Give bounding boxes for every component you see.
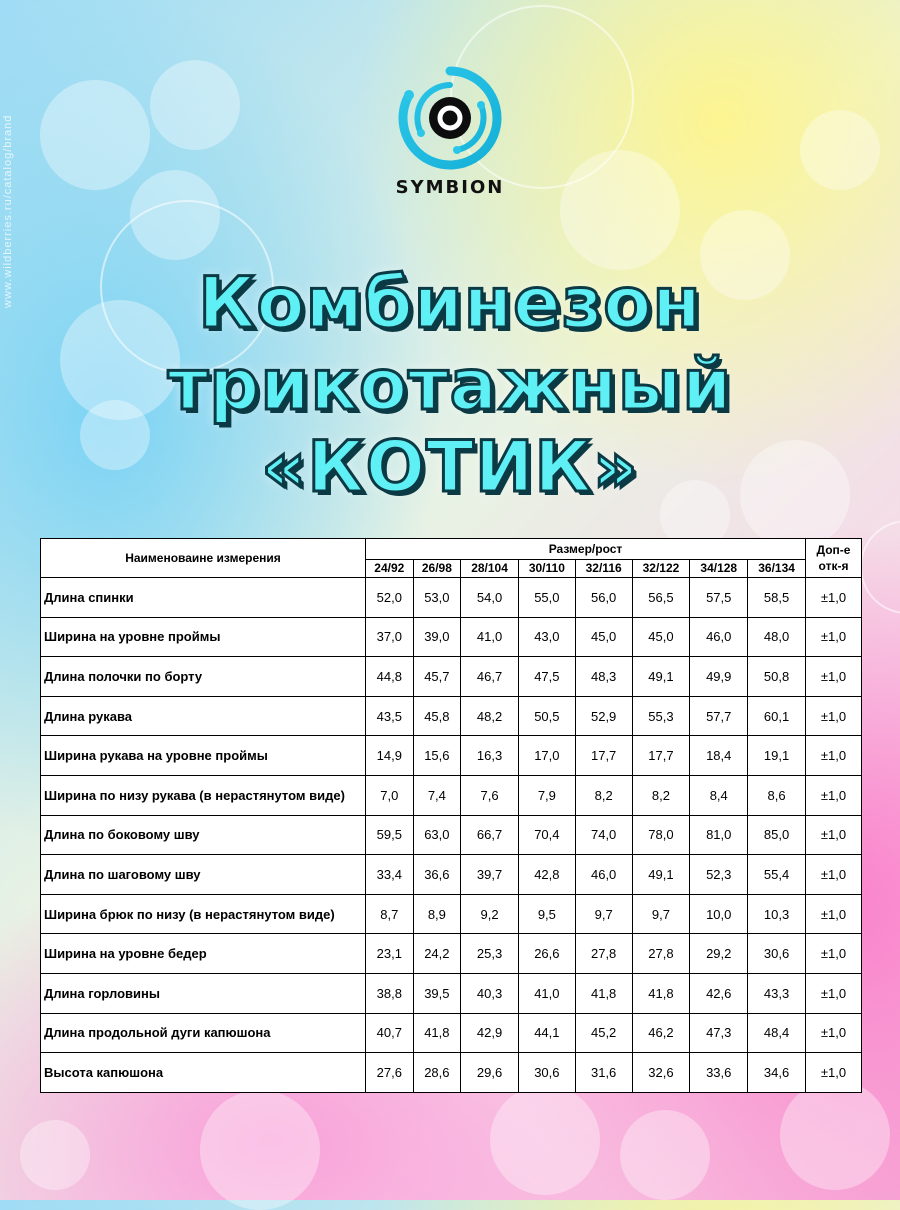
measurement-value: 47,3: [690, 1013, 748, 1053]
background-bubble: [150, 60, 240, 150]
measurement-value: 45,7: [413, 657, 461, 697]
measurement-value: 85,0: [748, 815, 806, 855]
measurement-value: 52,3: [690, 855, 748, 895]
measurement-name: Длина горловины: [41, 973, 366, 1013]
measurement-value: 30,6: [748, 934, 806, 974]
measurement-value: 16,3: [461, 736, 519, 776]
measurement-value: 46,2: [632, 1013, 690, 1053]
measurement-value: 48,4: [748, 1013, 806, 1053]
table-body: [41, 578, 862, 1093]
measurement-value: 7,9: [518, 775, 575, 815]
measurement-value: 23,1: [366, 934, 414, 974]
tolerance-value: ±1,0: [806, 696, 862, 736]
measurement-value: 41,0: [518, 973, 575, 1013]
measurement-value: 45,0: [632, 617, 690, 657]
measurement-value: 17,7: [632, 736, 690, 776]
measurement-value: 36,6: [413, 855, 461, 895]
measurement-value: 48,2: [461, 696, 519, 736]
measurement-name: Ширина на уровне проймы: [41, 617, 366, 657]
measurement-value: 8,4: [690, 775, 748, 815]
measurement-name: Высота капюшона: [41, 1053, 366, 1093]
measurement-value: 27,6: [366, 1053, 414, 1093]
measurement-value: 32,6: [632, 1053, 690, 1093]
measurement-value: 26,6: [518, 934, 575, 974]
measurement-value: 39,5: [413, 973, 461, 1013]
size-header-cell: 32/122: [632, 559, 690, 577]
measurement-value: 50,8: [748, 657, 806, 697]
measurement-value: 29,6: [461, 1053, 519, 1093]
table-row: [41, 736, 862, 776]
measurement-value: 60,1: [748, 696, 806, 736]
measurement-value: 39,7: [461, 855, 519, 895]
watermark-text: www.wildberries.ru/catalog/brand: [2, 114, 14, 308]
title-line-1: Комбинезон: [198, 262, 702, 344]
size-header-cell: 32/116: [575, 559, 632, 577]
measurement-value: 45,8: [413, 696, 461, 736]
measurement-value: 57,7: [690, 696, 748, 736]
measurement-value: 57,5: [690, 578, 748, 618]
measurement-value: 44,1: [518, 1013, 575, 1053]
brand-name: SYMBION: [395, 177, 505, 198]
table-row: [41, 657, 862, 697]
table-row: [41, 855, 862, 895]
measurement-value: 28,6: [413, 1053, 461, 1093]
table-row: [41, 815, 862, 855]
background-bubble: [200, 1090, 320, 1210]
measurement-value: 52,9: [575, 696, 632, 736]
measurement-value: 8,2: [575, 775, 632, 815]
measurement-value: 33,6: [690, 1053, 748, 1093]
tolerance-value: ±1,0: [806, 775, 862, 815]
measurement-name: Ширина на уровне бедер: [41, 934, 366, 974]
measurement-value: 46,0: [690, 617, 748, 657]
measurement-value: 39,0: [413, 617, 461, 657]
tolerance-value: ±1,0: [806, 736, 862, 776]
measurement-value: 49,9: [690, 657, 748, 697]
background-bubble: [20, 1120, 90, 1190]
page-title: [0, 262, 900, 508]
measurement-value: 9,5: [518, 894, 575, 934]
measurement-value: 41,8: [575, 973, 632, 1013]
table-row: [41, 696, 862, 736]
tolerance-header: Доп-е отк-я: [806, 539, 862, 578]
size-header-cell: 26/98: [413, 559, 461, 577]
measurement-value: 27,8: [575, 934, 632, 974]
measurement-value: 50,5: [518, 696, 575, 736]
measurement-value: 56,0: [575, 578, 632, 618]
background-bubble: [780, 1080, 890, 1190]
table-row: [41, 1053, 862, 1093]
measurement-value: 54,0: [461, 578, 519, 618]
measurement-name: Ширина рукава на уровне проймы: [41, 736, 366, 776]
table-row: [41, 617, 862, 657]
table-row: [41, 1013, 862, 1053]
measurement-value: 48,0: [748, 617, 806, 657]
tolerance-value: ±1,0: [806, 855, 862, 895]
tolerance-value: ±1,0: [806, 815, 862, 855]
measurement-value: 10,3: [748, 894, 806, 934]
measurement-value: 81,0: [690, 815, 748, 855]
table-row: [41, 934, 862, 974]
measurement-value: 41,0: [461, 617, 519, 657]
tolerance-value: ±1,0: [806, 973, 862, 1013]
measurement-name-header: Наименоваине измерения: [41, 539, 366, 578]
measurement-value: 7,0: [366, 775, 414, 815]
measurement-value: 70,4: [518, 815, 575, 855]
measurement-value: 7,6: [461, 775, 519, 815]
title-line-3: «КОТИК»: [261, 426, 639, 508]
background-bubble: [620, 1110, 710, 1200]
background-bubble: [800, 110, 880, 190]
brand-logo-icon: [397, 65, 503, 171]
measurement-value: 25,3: [461, 934, 519, 974]
measurement-value: 42,8: [518, 855, 575, 895]
size-group-header: Размер/рост: [366, 539, 806, 560]
measurement-value: 10,0: [690, 894, 748, 934]
background-ring: [860, 520, 900, 614]
size-table: [40, 538, 862, 1093]
measurement-value: 45,2: [575, 1013, 632, 1053]
measurement-value: 27,8: [632, 934, 690, 974]
measurement-value: 48,3: [575, 657, 632, 697]
measurement-value: 18,4: [690, 736, 748, 776]
measurement-value: 37,0: [366, 617, 414, 657]
tolerance-value: ±1,0: [806, 617, 862, 657]
background-bubble: [40, 80, 150, 190]
measurement-value: 74,0: [575, 815, 632, 855]
tolerance-value: ±1,0: [806, 1013, 862, 1053]
measurement-value: 46,7: [461, 657, 519, 697]
measurement-value: 19,1: [748, 736, 806, 776]
table-row: [41, 578, 862, 618]
measurement-value: 78,0: [632, 815, 690, 855]
size-header-cell: 30/110: [518, 559, 575, 577]
measurement-value: 30,6: [518, 1053, 575, 1093]
measurement-value: 63,0: [413, 815, 461, 855]
size-header-cell: 34/128: [690, 559, 748, 577]
measurement-value: 7,4: [413, 775, 461, 815]
measurement-value: 43,3: [748, 973, 806, 1013]
measurement-value: 49,1: [632, 855, 690, 895]
measurement-value: 9,7: [575, 894, 632, 934]
tolerance-value: ±1,0: [806, 934, 862, 974]
measurement-value: 8,9: [413, 894, 461, 934]
measurement-value: 44,8: [366, 657, 414, 697]
measurement-value: 43,5: [366, 696, 414, 736]
tolerance-value: ±1,0: [806, 1053, 862, 1093]
size-header-cell: 36/134: [748, 559, 806, 577]
measurement-value: 47,5: [518, 657, 575, 697]
measurement-value: 8,7: [366, 894, 414, 934]
measurement-value: 55,3: [632, 696, 690, 736]
measurement-value: 15,6: [413, 736, 461, 776]
tolerance-value: ±1,0: [806, 657, 862, 697]
tolerance-value: ±1,0: [806, 578, 862, 618]
measurement-value: 41,8: [632, 973, 690, 1013]
measurement-name: Ширина по низу рукава (в нерастянутом виде): [41, 775, 366, 815]
measurement-value: 56,5: [632, 578, 690, 618]
measurement-value: 42,9: [461, 1013, 519, 1053]
measurement-name: Ширина брюк по низу (в нерастянутом виде): [41, 894, 366, 934]
measurement-value: 55,4: [748, 855, 806, 895]
measurement-value: 34,6: [748, 1053, 806, 1093]
size-header-cell: 24/92: [366, 559, 414, 577]
measurement-value: 29,2: [690, 934, 748, 974]
measurement-value: 53,0: [413, 578, 461, 618]
measurement-name: Длина продольной дуги капюшона: [41, 1013, 366, 1053]
measurement-value: 24,2: [413, 934, 461, 974]
size-header-cell: 28/104: [461, 559, 519, 577]
measurement-value: 58,5: [748, 578, 806, 618]
tolerance-value: ±1,0: [806, 894, 862, 934]
measurement-value: 42,6: [690, 973, 748, 1013]
measurement-value: 52,0: [366, 578, 414, 618]
measurement-value: 49,1: [632, 657, 690, 697]
measurement-value: 8,2: [632, 775, 690, 815]
measurement-value: 43,0: [518, 617, 575, 657]
table-row: [41, 973, 862, 1013]
measurement-value: 41,8: [413, 1013, 461, 1053]
measurement-name: Длина спинки: [41, 578, 366, 618]
measurement-value: 31,6: [575, 1053, 632, 1093]
title-line-2: трикотажный: [167, 344, 733, 426]
measurement-value: 38,8: [366, 973, 414, 1013]
measurement-value: 66,7: [461, 815, 519, 855]
brand-logo: [385, 65, 515, 205]
measurement-name: Длина рукава: [41, 696, 366, 736]
measurement-name: Длина по шаговому шву: [41, 855, 366, 895]
background-bubble: [490, 1085, 600, 1195]
measurement-value: 55,0: [518, 578, 575, 618]
measurement-value: 14,9: [366, 736, 414, 776]
table-row: [41, 775, 862, 815]
measurement-value: 8,6: [748, 775, 806, 815]
measurement-value: 46,0: [575, 855, 632, 895]
measurement-value: 40,7: [366, 1013, 414, 1053]
measurement-value: 40,3: [461, 973, 519, 1013]
measurement-value: 33,4: [366, 855, 414, 895]
table-header-row: [41, 539, 862, 560]
measurement-value: 45,0: [575, 617, 632, 657]
measurement-value: 9,7: [632, 894, 690, 934]
measurement-value: 17,7: [575, 736, 632, 776]
measurement-value: 59,5: [366, 815, 414, 855]
measurement-name: Длина по боковому шву: [41, 815, 366, 855]
table-row: [41, 894, 862, 934]
measurement-value: 9,2: [461, 894, 519, 934]
measurement-name: Длина полочки по борту: [41, 657, 366, 697]
measurement-value: 17,0: [518, 736, 575, 776]
